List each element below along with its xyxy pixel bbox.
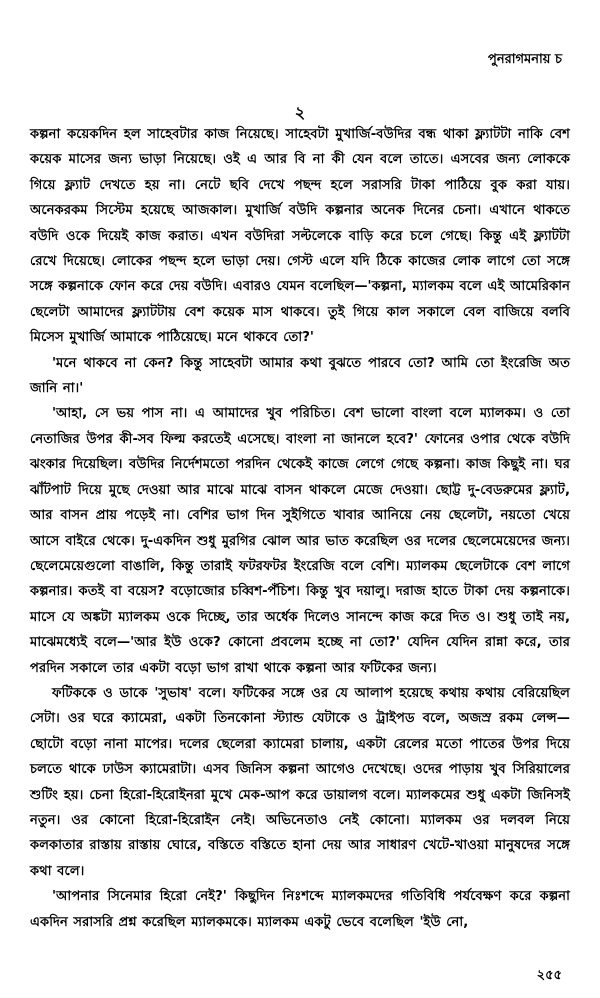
paragraph: ফটিককে ও ডাকে 'সুভাষ' বলে। ফটিকের সঙ্গে ওর যে আলাপ হয়েছে কথায় কথায় বেরিয়েছিল সেটা। ওর ঘরে ক্যামেরা, একটা তিনকোনা স্ট্যান্ড যেটাকে ও ট্রাইপড বলে, অজস্র রকম লেন্স—ছোটো বড়ো নানা মাপের। দলের ছেলেরা ক্যামেরা চালায়, একটা রেলের মতো পাতের উপর দিয়ে চলতে থাকে ঢাউস ক্যামেরাটা। এসব জিনিস কল্পনা আগেও দেখেছে। ওদের পাড়ায় খুব সিরিয়ালের শুটিং হয়। চেনা হিরো-হিরোইনরা মুখে মেক-আপ করে ডায়ালগ বলে। ম্যালকমের শুধু একটা জিনিসই নতুন। ওর কোনো হিরো-হিরোইন নেই। অভিনেতাও নেই কোনো। ম্যালকম ওর দলবল নিয়ে কলকাতার রাস্তায় রাস্তায় ঘোরে, বস্তিতে বস্তিতে হানা দেয় আর সাধারণ খেটে-খাওয়া মানুষদের সঙ্গে কথা বলে।: [30, 685, 570, 879]
paragraph: 'আহা, সে ভয় পাস না। এ আমাদের খুব পরিচিত। বেশ ভালো বাংলা বলে ম্যালকম। ও তো নেতাজির উপর কী-সব ফিল্ম করতেই এসেছে। বাংলা না জানলে হবে?' ফোনের ওপার থেকে বউদি ঝংকার দিয়েছিল। বউদির নির্দেশমতো পরদিন থেকেই কাজে লেগে গেছে কল্পনা। কাজ কিছুই না। ঘর ঝাঁটপাট দিয়ে মুছে দেওয়া আর মাঝে মাঝে বাসন থাকলে মেজে দেওয়া। ছোট্ট দু-বেডরুমের ফ্ল্যাট, আর বাসন প্রায় পড়েই না। বেশির ভাগ দিন সুইগিতে খাবার আনিয়ে নেয় ছেলেটা, নয়তো খেয়ে আসে বাইরে থেকে। দু-একদিন শুধু মুরগির ঝোল আর ভাত করেছিল ওর দলের ছেলেমেয়েদের জন্য। ছেলেমেয়েগুলো বাঙালি, কিন্তু তারাই ফটরফটর ইংরেজি বলে বেশি। ম্যালকম ছেলেটাকে বেশ লাগে কল্পনার। কতই বা বয়েস? বড়োজোর চব্বিশ-পঁচিশ। কিন্তু খুব দয়ালু। দরাজ হাতে টাকা দেয় কল্পনাকে। মাসে যে অঙ্কটা ম্যালকম ওকে দিচ্ছে, তার অর্ধেক দিলেও সানন্দে কাজ করে দিত ও। শুধু তাই নয়, মাঝেমধ্যেই বলে—'আর ইউ ওকে? কোনো প্রবলেম হচ্ছে না তো?' যেদিন যেদিন রান্না করে, তার পরদিন সকালে তার একটা বড়ো ভাগ রাখা থাকে কল্পনা আর ফটিকের জন্য।: [30, 406, 570, 676]
paragraph: কল্পনা কয়েকদিন হল সাহেবটার কাজ নিয়েছে। সাহেবটা মুখার্জি-বউদির বন্ধ থাকা ফ্ল্যাটটা নাকি বেশ কয়েক মাসের জন্য ভাড়া নিয়েছে। ওই এ আর বি না কী যেন বলে তাতে। এসবের জন্য লোককে গিয়ে ফ্ল্যাট দেখতে হয় না। নেটে ছবি দেখে পছন্দ হলে সরাসরি টাকা পাঠিয়ে বুক করা যায়। অনেকরকম সিস্টেম হয়েছে আজকাল। মুখার্জি বউদি কল্পনার অনেক দিনের চেনা। এখানে থাকতে বউদি ওকে দিয়েই কাজ করাত। এখন বউদিরা সল্টলেকে বাড়ি করে চলে গেছে। কিন্তু এই ফ্ল্যাটটা রেখে দিয়েছে। লোকের পছন্দ হলে ভাড়া দেয়। গেস্ট এলে যদি ঠিকে কাজের লোক লাগে তো সঙ্গে সঙ্গে কল্পনাকে ফোন করে দেয় বউদি। এবারও যেমন বলেছিল—'কল্পনা, ম্যালকম বলে এই আমেরিকান ছেলেটা আমাদের ফ্ল্যাটটায় বেশ কয়েক মাস থাকবে। তুই গিয়ে কাল সকালে বেল বাজিয়ে বলবি মিসেস মুখার্জি আমাকে পাঠিয়েছে। মনে থাকবে তো?': [30, 127, 570, 346]
paragraph: 'আপনার সিনেমার হিরো নেই?' কিছুদিন নিঃশব্দে ম্যালকমদের গতিবিধি পর্যবেক্ষণ করে কল্পনা একদিন সরাসরি প্রশ্ন করেছিল ম্যালকমকে। ম্যালকম একটু ভেবে বলেছিল 'ইউ নো,: [30, 889, 570, 930]
page-number: ২৫৫: [536, 968, 562, 983]
running-header: পুনরাগমনায় চ: [488, 52, 562, 67]
paragraph: 'মনে থাকবে না কেন? কিন্তু সাহেবটা আমার কথা বুঝতে পারবে তো? আমি তো ইংরেজি অত জানি না।': [30, 355, 570, 397]
chapter-number: ২: [294, 103, 306, 122]
body-text: [30, 122, 570, 935]
